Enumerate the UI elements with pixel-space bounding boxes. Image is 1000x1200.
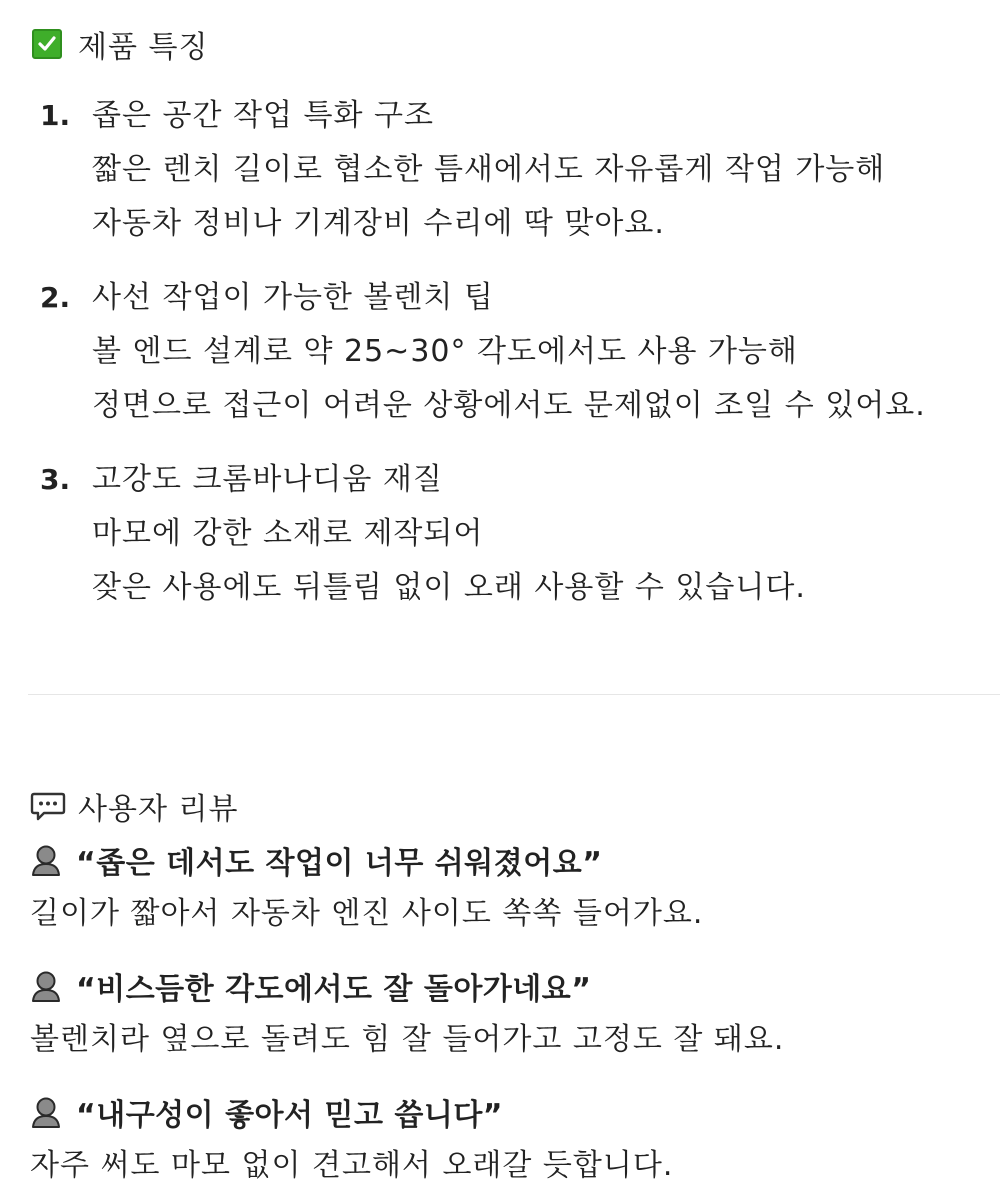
reviews-title [30,786,238,826]
feature-description-line: 마모에 강한 소재로 제작되어 [92,516,484,551]
feature-description-line: 짧은 렌치 길이로 협소한 틈새에서도 자유롭게 작업 가능해 [92,152,886,187]
feature-number: 1. [40,99,71,132]
feature-item-3 [40,460,990,605]
feature-number: 3. [40,463,71,496]
review-body: 볼렌치라 옆으로 돌려도 힘 잘 들어가고 고정도 잘 돼요. [30,1022,785,1057]
review-quote [30,1092,503,1132]
person-icon [30,970,62,1002]
check-mark-icon [32,29,62,59]
review-body: 길이가 짧아서 자동차 엔진 사이도 쏙쏙 들어가요. [30,896,704,931]
review-quote [30,966,591,1006]
review-quote-text: “내구성이 좋아서 믿고 씁니다” [76,1098,504,1133]
feature-description-line: 잦은 사용에도 뒤틀림 없이 오래 사용할 수 있습니다. [92,570,806,605]
features-title [32,24,208,64]
review-quote [30,840,602,880]
features-title-text: 제품 특징 [78,30,209,65]
feature-description-line: 볼 엔드 설계로 약 25~30° 각도에서도 사용 가능해 [92,334,798,369]
feature-heading: 좁은 공간 작업 특화 구조 [92,98,434,133]
feature-item-2 [40,278,990,423]
speech-bubble-icon [30,791,66,821]
feature-heading: 사선 작업이 가능한 볼렌치 팁 [92,280,494,315]
reviews-title-text: 사용자 리뷰 [78,792,239,827]
review-quote-text: “좁은 데서도 작업이 너무 쉬워졌어요” [76,846,603,881]
section-divider [28,694,1000,695]
person-icon [30,1096,62,1128]
feature-number: 2. [40,281,71,314]
person-icon [30,844,62,876]
review-body: 자주 써도 마모 없이 견고해서 오래갈 듯합니다. [30,1148,674,1183]
feature-item-1 [40,96,990,241]
feature-description-line: 정면으로 접근이 어려운 상황에서도 문제없이 조일 수 있어요. [92,388,926,423]
feature-description-line: 자동차 정비나 기계장비 수리에 딱 맞아요. [92,206,665,241]
feature-heading: 고강도 크롬바나디움 재질 [92,462,443,497]
review-quote-text: “비스듬한 각도에서도 잘 돌아가네요” [76,972,592,1007]
